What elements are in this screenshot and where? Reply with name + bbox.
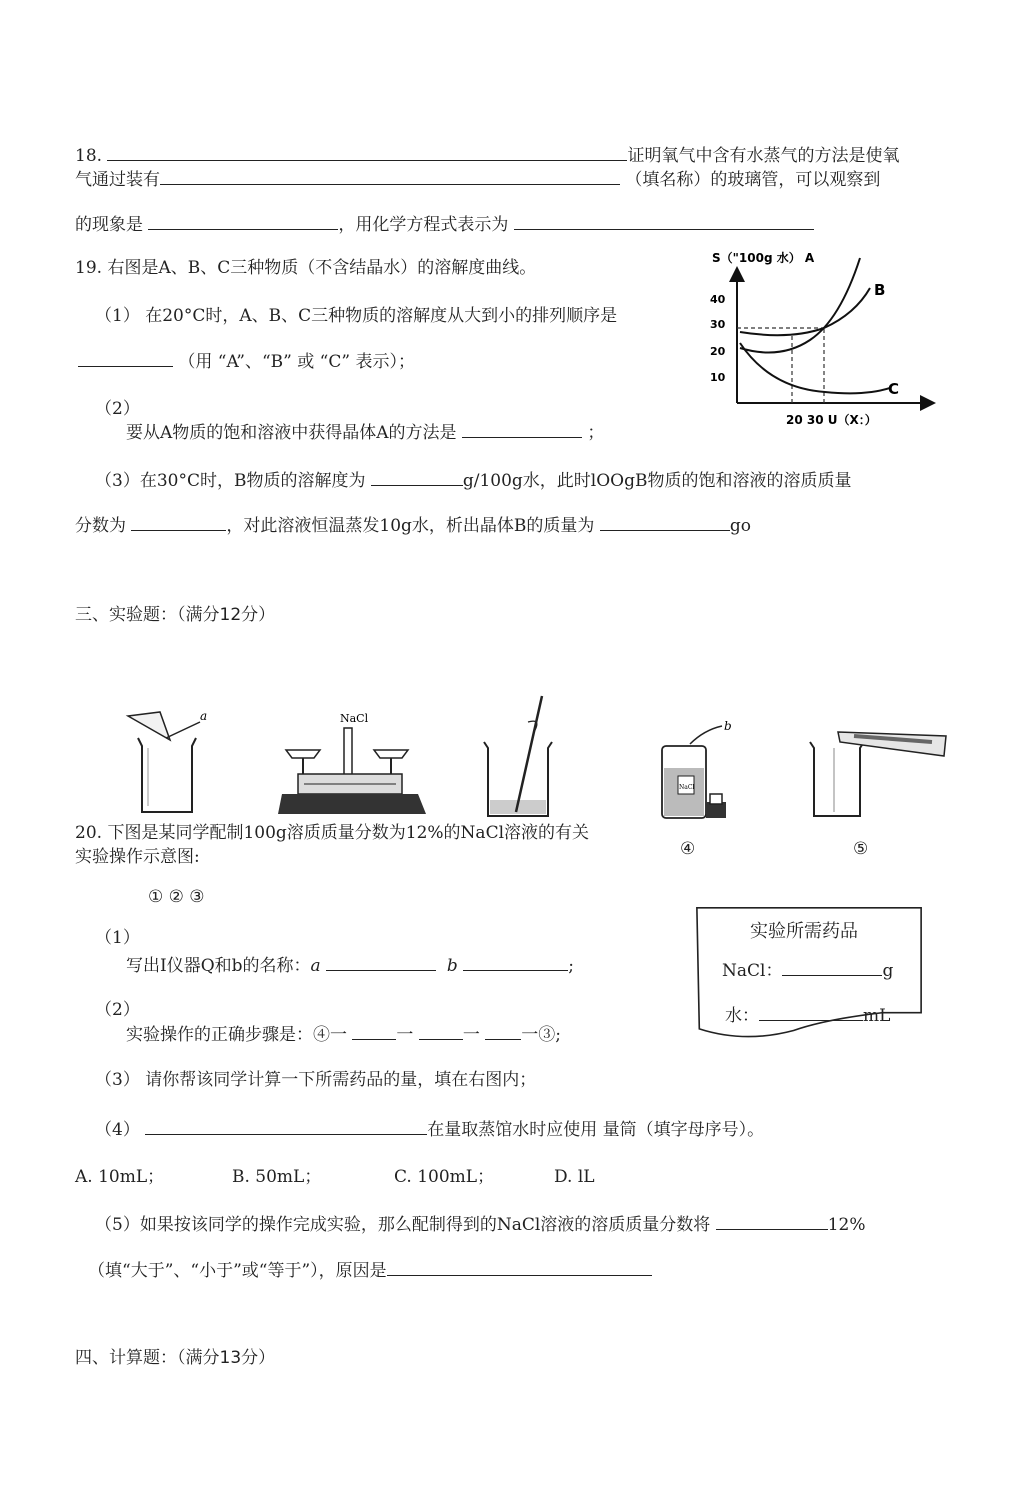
q19-blank-5[interactable]	[600, 513, 730, 531]
q18-blank-1[interactable]	[107, 143, 627, 161]
q20-part2-end: 一③;	[521, 1025, 561, 1045]
q19-blank-3[interactable]	[371, 468, 463, 486]
q20-stem-1: 20. 下图是某同学配制100g溶质质量分数为12%的NaCl溶液的有关	[75, 823, 590, 843]
graph-y-tick-40: 40	[710, 293, 726, 306]
q20-option-a: A. 10mL；	[75, 1167, 165, 1187]
q20-blank-b[interactable]	[463, 953, 568, 971]
curve-c-label: C	[888, 380, 900, 398]
q19-part2	[126, 420, 604, 444]
graph-y-tick-20: 20	[710, 345, 726, 358]
curve-a	[740, 258, 860, 353]
q20-part5-line1	[95, 1212, 865, 1236]
drug-box-water-row	[725, 1003, 890, 1027]
apparatus-beaker-stir	[476, 692, 566, 822]
apparatus-number-5: ⑤	[853, 839, 869, 859]
q20-part2	[126, 1022, 561, 1046]
nacl-label-balance: NaCl	[340, 712, 369, 725]
label-b: b	[724, 719, 732, 733]
q19-part2-end: ；	[587, 423, 605, 443]
q18-text-5: ，用化学方程式表示为	[338, 215, 509, 235]
q19-blank-2[interactable]	[462, 420, 582, 438]
graph-y-tick-30: 30	[710, 318, 726, 331]
q19-part3-line1	[95, 468, 852, 492]
q19-part2-text: 要从A物质的饱和溶液中获得晶体A的方法是	[126, 423, 457, 443]
q18-blank-2[interactable]	[160, 167, 620, 185]
apparatus-numbers-123: ① ② ③	[148, 887, 205, 907]
q20-option-c: C. 100mL；	[394, 1167, 495, 1187]
graph-y-axis-label: S（"100g 水） A	[712, 251, 815, 265]
section-4-title: 四、计算题：（满分13分）	[75, 1348, 276, 1368]
q19-part1-line2	[78, 349, 415, 373]
q20-part1-a: a	[310, 956, 321, 976]
q18-number: 18.	[75, 146, 103, 166]
q19-part2-number: （2）	[95, 399, 140, 419]
q20-part2-sep-2: 一	[462, 1025, 480, 1045]
q20-blank-4[interactable]	[145, 1117, 427, 1135]
q20-part4-text: 在量取蒸馆水时应使用 量筒（填字母序号）。	[427, 1120, 765, 1140]
q19-part1: （1） 在20°C时，A、B、C三种物质的溶解度从大到小的排列顺序是	[95, 306, 618, 326]
q20-step-blank-1[interactable]	[352, 1022, 396, 1040]
q18-blank-3[interactable]	[148, 212, 338, 230]
apparatus-number-4: ④	[680, 839, 696, 859]
q19-part1-hint: （用 “A”、“B” 或 “C” 表示）；	[178, 352, 415, 372]
q18-line1	[75, 143, 899, 167]
nacl-label-bottle: NaCl	[679, 784, 695, 791]
section-3-title: 三、实验题：（满分12分）	[75, 605, 276, 625]
curve-c	[740, 343, 890, 393]
q19-part3-text-a: （3）在30°C时，B物质的溶解度为	[95, 471, 366, 491]
q19-part3-line2	[75, 513, 751, 537]
q18-text-3: （填名称）的玻璃管，可以观察到	[625, 170, 881, 190]
q20-stem-2: 实验操作示意图:	[75, 847, 200, 867]
q20-part4	[95, 1117, 764, 1141]
apparatus-bottle	[654, 716, 744, 826]
q19-blank-1[interactable]	[78, 349, 173, 367]
graph-y-tick-10: 10	[710, 371, 726, 384]
q20-step-blank-2[interactable]	[419, 1022, 463, 1040]
q20-part5-line2	[88, 1258, 652, 1282]
q20-part2-text: 实验操作的正确步骤是：④一	[126, 1025, 347, 1045]
q20-step-blank-3[interactable]	[485, 1022, 521, 1040]
q20-part1-number: （1）	[95, 928, 140, 948]
q20-part5-reason: （填“大于”、“小于”或“等于”），原因是	[88, 1261, 387, 1281]
q19-part3-text-c: 分数为	[75, 516, 126, 536]
label-a: a	[200, 709, 208, 723]
graph-x-axis-label: 20 30 U（X：）	[786, 413, 877, 427]
q20-part5-percent: 12%	[827, 1215, 866, 1235]
q20-part1-text: 写出I仪器Q和b的名称：	[126, 956, 311, 976]
solubility-graph	[700, 248, 940, 428]
q19-part3-text-e: go	[729, 516, 751, 536]
q20-part1	[126, 953, 574, 977]
q18-text-1: 证明氧气中含有水蒸气的方法是使氧	[627, 146, 900, 166]
apparatus-balance	[278, 710, 438, 820]
drug-box-water-label: 水：	[725, 1006, 759, 1026]
drug-box-ml-unit: mL	[863, 1006, 891, 1026]
q19-part3-text-b: g/100g水，此时lOOgB物质的饱和溶液的溶质质量	[462, 471, 852, 491]
q18-text-2: 气通过装有	[75, 170, 160, 190]
drug-box-title: 实验所需药品	[750, 921, 858, 942]
q20-blank-5[interactable]	[716, 1212, 828, 1230]
q20-part1-end: ;	[568, 956, 574, 976]
apparatus-pouring	[804, 712, 954, 822]
apparatus-beaker-spoon	[120, 708, 210, 818]
q18-line2	[75, 167, 880, 191]
q20-part1-b: b	[446, 956, 458, 976]
q20-part3: （3） 请你帮该同学计算一下所需药品的量，填在右图内；	[95, 1070, 537, 1090]
q20-option-b: B. 50mL；	[232, 1167, 322, 1187]
q19-blank-4[interactable]	[131, 513, 226, 531]
drug-box-gram-unit: g	[882, 961, 894, 981]
drug-box-nacl-row	[722, 958, 893, 982]
drug-box-water-blank[interactable]	[759, 1003, 863, 1021]
drug-box-nacl-blank[interactable]	[782, 958, 882, 976]
q20-blank-6[interactable]	[387, 1258, 652, 1276]
q20-option-d: D. lL	[554, 1167, 595, 1187]
curve-b-label: B	[874, 281, 886, 299]
drug-box-nacl-label: NaCl：	[722, 961, 783, 981]
q19-stem: 19. 右图是A、B、C三种物质（不含结晶水）的溶解度曲线。	[75, 258, 537, 278]
q18-text-4: 的现象是	[75, 215, 143, 235]
q20-part2-number: （2）	[95, 1000, 140, 1020]
q20-part4-number: （4）	[95, 1120, 140, 1140]
q20-part2-sep-1: 一	[396, 1025, 414, 1045]
q18-line3	[75, 212, 814, 236]
q19-part3-text-d: ，对此溶液恒温蒸发10g水，析出晶体B的质量为	[226, 516, 595, 536]
q18-blank-4[interactable]	[514, 212, 814, 230]
q20-blank-a[interactable]	[326, 953, 436, 971]
q20-part5-text: （5）如果按该同学的操作完成实验，那么配制得到的NaCl溶液的溶质质量分数将	[95, 1215, 711, 1235]
